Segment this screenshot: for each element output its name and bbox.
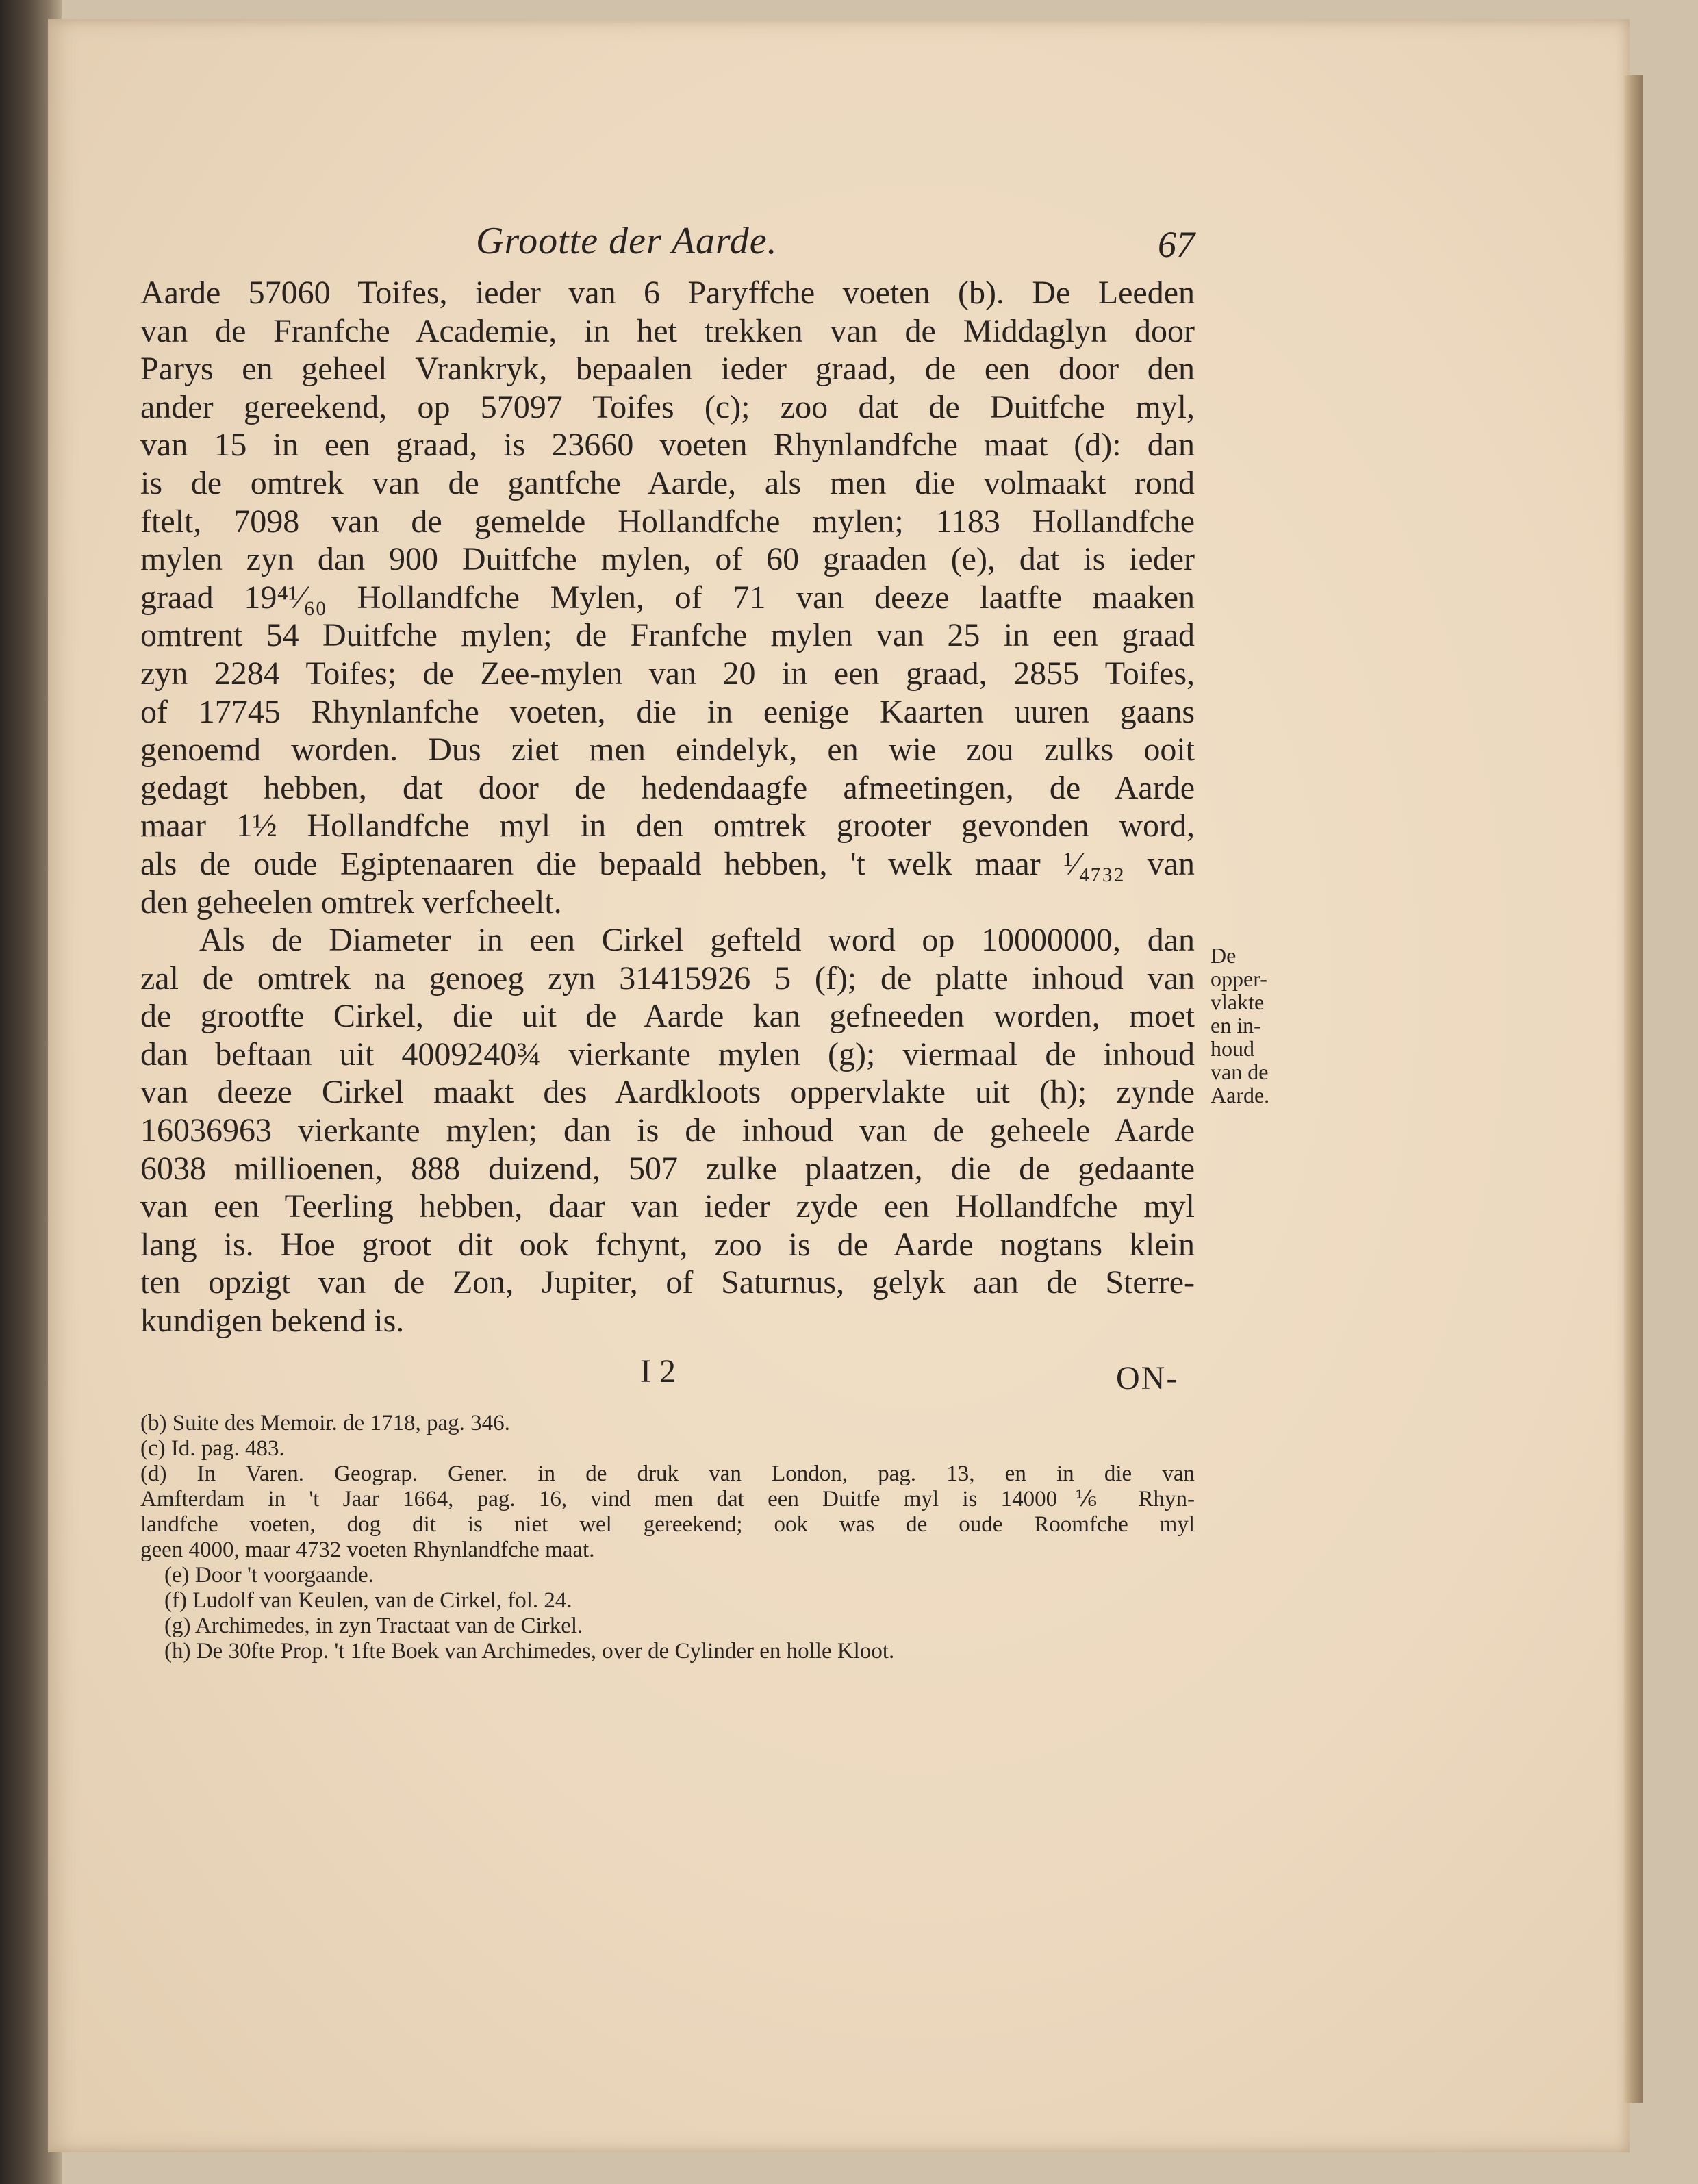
footnote-d-continuation: Amfterdam in 't Jaar 1664, pag. 16, vind men dat een Duitfe myl is 14000⅙ Rhyn- bbox=[140, 1487, 1195, 1511]
text-line: van de Franfche Academie, in het trekken van de Middaglyn door bbox=[140, 312, 1195, 349]
text-line: maar 1½ Hollandfche myl in den omtrek grooter gevonden word, bbox=[140, 807, 1195, 844]
text-line: gedagt hebben, dat door de hedendaagfe afmeetingen, de Aarde bbox=[140, 769, 1195, 806]
margin-note-line: vlakte bbox=[1211, 990, 1265, 1014]
text-line: de grootfte Cirkel, die uit de Aarde kan gefneeden worden, moet bbox=[140, 998, 1195, 1035]
text-line: ten opzigt van de Zon, Jupiter, of Saturnus, gelyk aan de Sterre- bbox=[140, 1264, 1195, 1301]
footnote-h: (h) De 30fte Prop. 't 1fte Boek van Archimedes, over de Cylinder en holle Kloot. bbox=[164, 1639, 895, 1664]
page-fore-edge bbox=[1624, 75, 1643, 2103]
paragraph-start: Als de Diameter in een Cirkel gefteld word op 10000000, dan bbox=[199, 922, 1195, 959]
margin-note-line: en in- bbox=[1211, 1013, 1261, 1038]
footnote-b: (b) Suite des Memoir. de 1718, pag. 346. bbox=[140, 1411, 510, 1435]
margin-note-line: Aarde. bbox=[1211, 1083, 1270, 1107]
text-line: genoemd worden. Dus ziet men eindelyk, en wie zou zulks ooit bbox=[140, 731, 1195, 768]
text-line: van deeze Cirkel maakt des Aardkloots oppervlakte uit (h); zynde bbox=[140, 1074, 1195, 1111]
text-line: kundigen bekend is. bbox=[140, 1303, 405, 1340]
margin-note-line: opper- bbox=[1211, 966, 1267, 991]
text-line: graad 19⁴¹⁄₆₀ Hollandfche Mylen, of 71 van deeze laatfte maaken bbox=[140, 579, 1195, 616]
signature-mark: I 2 bbox=[640, 1353, 676, 1390]
margin-note-line: van de bbox=[1211, 1059, 1269, 1084]
text-line: ftelt, 7098 van de gemelde Hollandfche mylen; 1183 Hollandfche bbox=[140, 503, 1195, 540]
text-line: omtrent 54 Duitfche mylen; de Franfche mylen van 25 in een graad bbox=[140, 617, 1195, 654]
text-line: mylen zyn dan 900 Duitfche mylen, of 60 graaden (e), dat is ieder bbox=[140, 541, 1195, 578]
text-line: van 15 in een graad, is 23660 voeten Rhynlandfche maat (d): dan bbox=[140, 427, 1195, 464]
text-line: Parys en geheel Vrankryk, bepaalen ieder graad, de een door den bbox=[140, 351, 1195, 388]
footnote-d: (d) In Varen. Geograp. Gener. in de druk van London, pag. 13, en in die van bbox=[140, 1461, 1195, 1486]
text-line: 16036963 vierkante mylen; dan is de inhoud van de geheele Aarde bbox=[140, 1112, 1195, 1149]
text-line: ander gereekend, op 57097 Toifes (c); zoo dat de Duitfche myl, bbox=[140, 388, 1195, 425]
footnotes bbox=[140, 1411, 1195, 1664]
text-line: dan beftaan uit 4009240¾ vierkante mylen (g); viermaal de inhoud bbox=[140, 1035, 1195, 1072]
margin-note bbox=[1211, 944, 1293, 1107]
running-head bbox=[140, 219, 1195, 274]
footnote-d-continuation: landfche voeten, dog dit is niet wel gereekend; ook was de oude Roomfche myl bbox=[140, 1512, 1195, 1537]
text-line: lang is. Hoe groot dit ook fchynt, zoo is de Aarde nogtans klein bbox=[140, 1226, 1195, 1263]
margin-note-line: houd bbox=[1211, 1036, 1254, 1061]
footnote-c: (c) Id. pag. 483. bbox=[140, 1436, 285, 1461]
catchword: ON- bbox=[1116, 1360, 1179, 1396]
text-line: 6038 millioenen, 888 duizend, 507 zulke plaatzen, die de gedaante bbox=[140, 1150, 1195, 1187]
text-line: als de oude Egiptenaaren die bepaald hebben, 't welk maar ¹⁄₄₇₃₂ van bbox=[140, 845, 1195, 882]
page-number: 67 bbox=[1158, 224, 1195, 265]
text-line: van een Teerling hebben, daar van ieder zyde een Hollandfche myl bbox=[140, 1188, 1195, 1225]
text-line: Aarde 57060 Toifes, ieder van 6 Paryffche voeten (b). De Leeden bbox=[140, 275, 1195, 311]
margin-note-line: De bbox=[1211, 943, 1237, 968]
footnote-f: (f) Ludolf van Keulen, van de Cirkel, fol. 24. bbox=[164, 1588, 572, 1613]
footnote-d-continuation: geen 4000, maar 4732 voeten Rhynlandfche maat. bbox=[140, 1537, 595, 1562]
text-line: zal de omtrek na genoeg zyn 31415926 5 (f); de platte inhoud van bbox=[140, 959, 1195, 996]
text-line: zyn 2284 Toifes; de Zee-mylen van 20 in een graad, 2855 Toifes, bbox=[140, 655, 1195, 692]
text-line: of 17745 Rhynlanfche voeten, die in eenige Kaarten uuren gaans bbox=[140, 693, 1195, 730]
text-line: den geheelen omtrek verfcheelt. bbox=[140, 883, 562, 920]
footnote-e: (e) Door 't voorgaande. bbox=[164, 1563, 374, 1587]
text-line: is de omtrek van de gantfche Aarde, als men die volmaakt rond bbox=[140, 464, 1195, 501]
main-text bbox=[140, 274, 1195, 1340]
running-head-title: Grootte der Aarde. bbox=[476, 220, 778, 262]
footnote-g: (g) Archimedes, in zyn Tractaat van de Cirkel. bbox=[164, 1614, 583, 1638]
